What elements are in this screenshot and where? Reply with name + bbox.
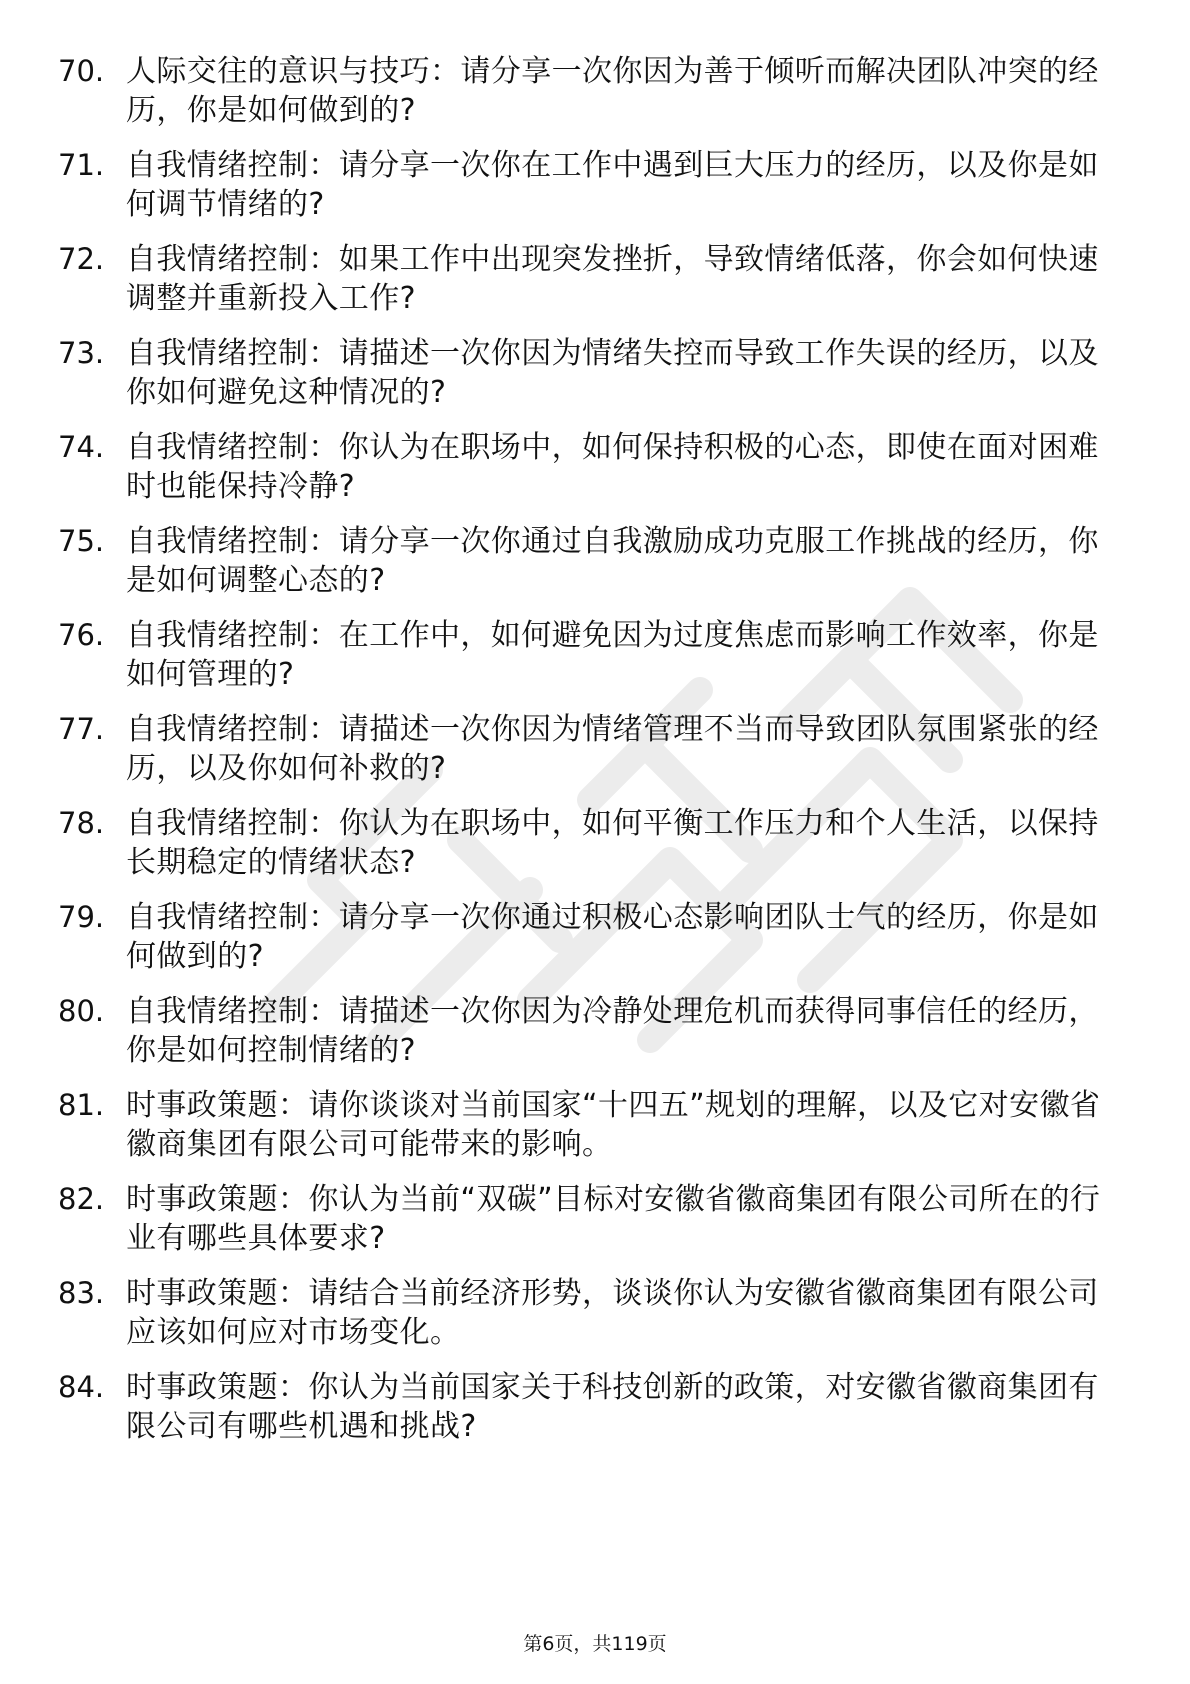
question-item [58, 1180, 1118, 1258]
question-text: 自我情绪控制：请描述一次你因为冷静处理危机而获得同事信任的经历，你是如何控制情绪的? [126, 994, 1099, 1068]
question-text: 自我情绪控制：你认为在职场中，如何平衡工作压力和个人生活，以保持长期稳定的情绪状态? [126, 806, 1099, 880]
question-number: 82. [58, 1182, 105, 1216]
question-item [58, 898, 1118, 976]
question-text: 时事政策题：请你谈谈对当前国家“十四五”规划的理解，以及它对安徽省徽商集团有限公司可能带来的影响。 [126, 1088, 1101, 1162]
question-text: 自我情绪控制：请分享一次你通过积极心态影响团队士气的经历，你是如何做到的? [126, 900, 1099, 974]
question-text: 自我情绪控制：如果工作中出现突发挫折，导致情绪低落，你会如何快速调整并重新投入工作? [126, 242, 1099, 316]
question-number: 84. [58, 1370, 105, 1404]
question-item [58, 428, 1118, 506]
question-text: 自我情绪控制：在工作中，如何避免因为过度焦虑而影响工作效率，你是如何管理的? [126, 618, 1099, 692]
question-text: 自我情绪控制：请分享一次你在工作中遇到巨大压力的经历，以及你是如何调节情绪的? [126, 148, 1099, 222]
question-item [58, 1274, 1118, 1352]
question-number: 74. [58, 430, 105, 464]
question-item [58, 334, 1118, 412]
question-item [58, 992, 1118, 1070]
question-item [58, 1368, 1118, 1446]
question-text: 自我情绪控制：你认为在职场中，如何保持积极的心态，即使在面对困难时也能保持冷静? [126, 430, 1099, 504]
question-text: 人际交往的意识与技巧：请分享一次你因为善于倾听而解决团队冲突的经历，你是如何做到的? [126, 54, 1099, 128]
question-text: 时事政策题：请结合当前经济形势，谈谈你认为安徽省徽商集团有限公司应该如何应对市场变化。 [126, 1276, 1099, 1350]
question-item [58, 522, 1118, 600]
question-text: 自我情绪控制：请描述一次你因为情绪失控而导致工作失误的经历，以及你如何避免这种情况的? [126, 336, 1099, 410]
question-list [58, 52, 1118, 1462]
question-text: 自我情绪控制：请描述一次你因为情绪管理不当而导致团队氛围紧张的经历，以及你如何补救的? [126, 712, 1099, 786]
question-item [58, 804, 1118, 882]
question-text: 时事政策题：你认为当前“双碳”目标对安徽省徽商集团有限公司所在的行业有哪些具体要求? [126, 1182, 1101, 1256]
question-item [58, 240, 1118, 318]
page-footer [0, 1632, 1190, 1656]
page-number-label: 第6页，共119页 [523, 1633, 667, 1655]
question-number: 72. [58, 242, 105, 276]
question-text: 自我情绪控制：请分享一次你通过自我激励成功克服工作挑战的经历，你是如何调整心态的? [126, 524, 1099, 598]
question-text: 时事政策题：你认为当前国家关于科技创新的政策，对安徽省徽商集团有限公司有哪些机遇和挑战? [126, 1370, 1099, 1444]
question-number: 78. [58, 806, 105, 840]
question-number: 71. [58, 148, 105, 182]
question-number: 70. [58, 54, 105, 88]
question-item [58, 1086, 1118, 1164]
question-number: 76. [58, 618, 105, 652]
question-number: 75. [58, 524, 105, 558]
question-item [58, 616, 1118, 694]
question-number: 73. [58, 336, 105, 370]
question-item [58, 710, 1118, 788]
question-number: 81. [58, 1088, 105, 1122]
question-item [58, 146, 1118, 224]
question-number: 83. [58, 1276, 105, 1310]
question-number: 77. [58, 712, 105, 746]
question-number: 79. [58, 900, 105, 934]
question-number: 80. [58, 994, 105, 1028]
question-item [58, 52, 1118, 130]
